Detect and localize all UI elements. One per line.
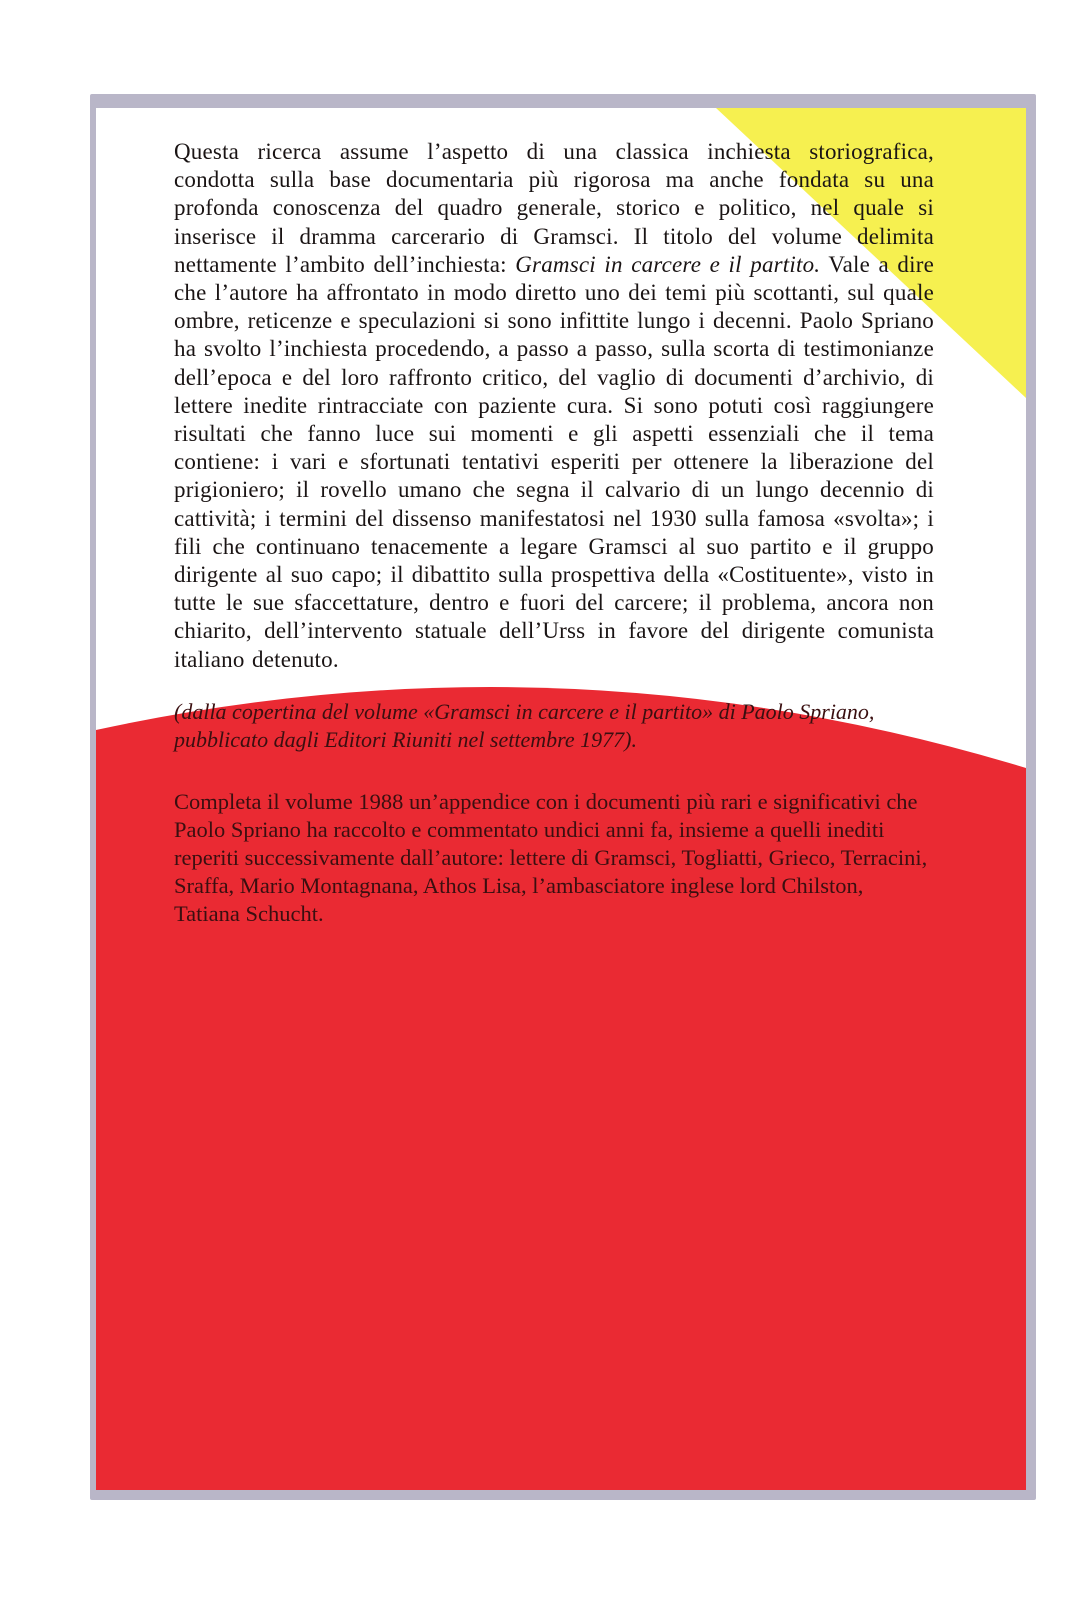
paragraph-text-start: Questa ricerca assume l’aspetto di una classica inchiesta storiografica, condotta sulla base documentaria più rigorosa ma anche fondata su una profonda conoscenza del quadro generale, storico e politico, nel quale si inserisce il dramma carcerario di Gramsci. Il titolo del volume delimita nettamente l’ambito dell’inchiesta: <box>174 139 934 277</box>
appendix-paragraph: Completa il volume 1988 un’appendice con i documenti più rari e significativi che Paolo Spriano ha raccolto e commentato undici anni fa, insieme a quelli inediti reperiti successivamente dall’autore: lettere di Gramsci, Togliatti, Grieco, Terracini, Sraffa, Mario Montagnana, Athos Lisa, l’ambasciatore inglese lord Chilston, Tatiana Schucht. <box>174 788 928 926</box>
book-title-italic: Gramsci in carcere e il partito. <box>515 251 821 277</box>
back-cover <box>96 108 1026 1490</box>
main-paragraph <box>174 138 934 674</box>
blurb-text <box>174 138 934 928</box>
source-note: (dalla copertina del volume «Gramsci in carcere e il partito» di Paolo Spriano, pubblicato dagli Editori Riuniti nel settembre 1977). <box>174 698 875 752</box>
paragraph-text-end: Vale a dire che l’autore ha affrontato in modo diretto uno dei temi più scottanti, sul quale ombre, reticenze e speculazioni si sono infittite lungo i decenni. Paolo Spriano ha svolto l’inchiesta procedendo, a passo a passo, sulla scorta di testimonianze dell’epoca e del loro raffronto critico, del vaglio di documenti d’archivio, di lettere inedite rintracciate con paziente cura. Si sono potuti così raggiungere risultati che fanno luce sui momenti e gli aspetti essenziali che il tema contiene: i vari e sfortunati tentativi esperiti per ottenere la liberazione del prigioniero; il rovello umano che segna il calvario di un lungo decennio di cattività; i termini del dissenso manifestatosi nel 1930 sulla famosa «svolta»; i fili che continuano tenacemente a legare Gramsci al suo partito e il gruppo dirigente al suo capo; il dibattito sulla prospettiva della «Costituente», visto in tutte le sue sfaccettature, dentro e fuori del carcere; il problema, ancora non chiarito, dell’intervento statuale dell’Urss in favore del dirigente comunista italiano detenuto. <box>174 251 934 672</box>
